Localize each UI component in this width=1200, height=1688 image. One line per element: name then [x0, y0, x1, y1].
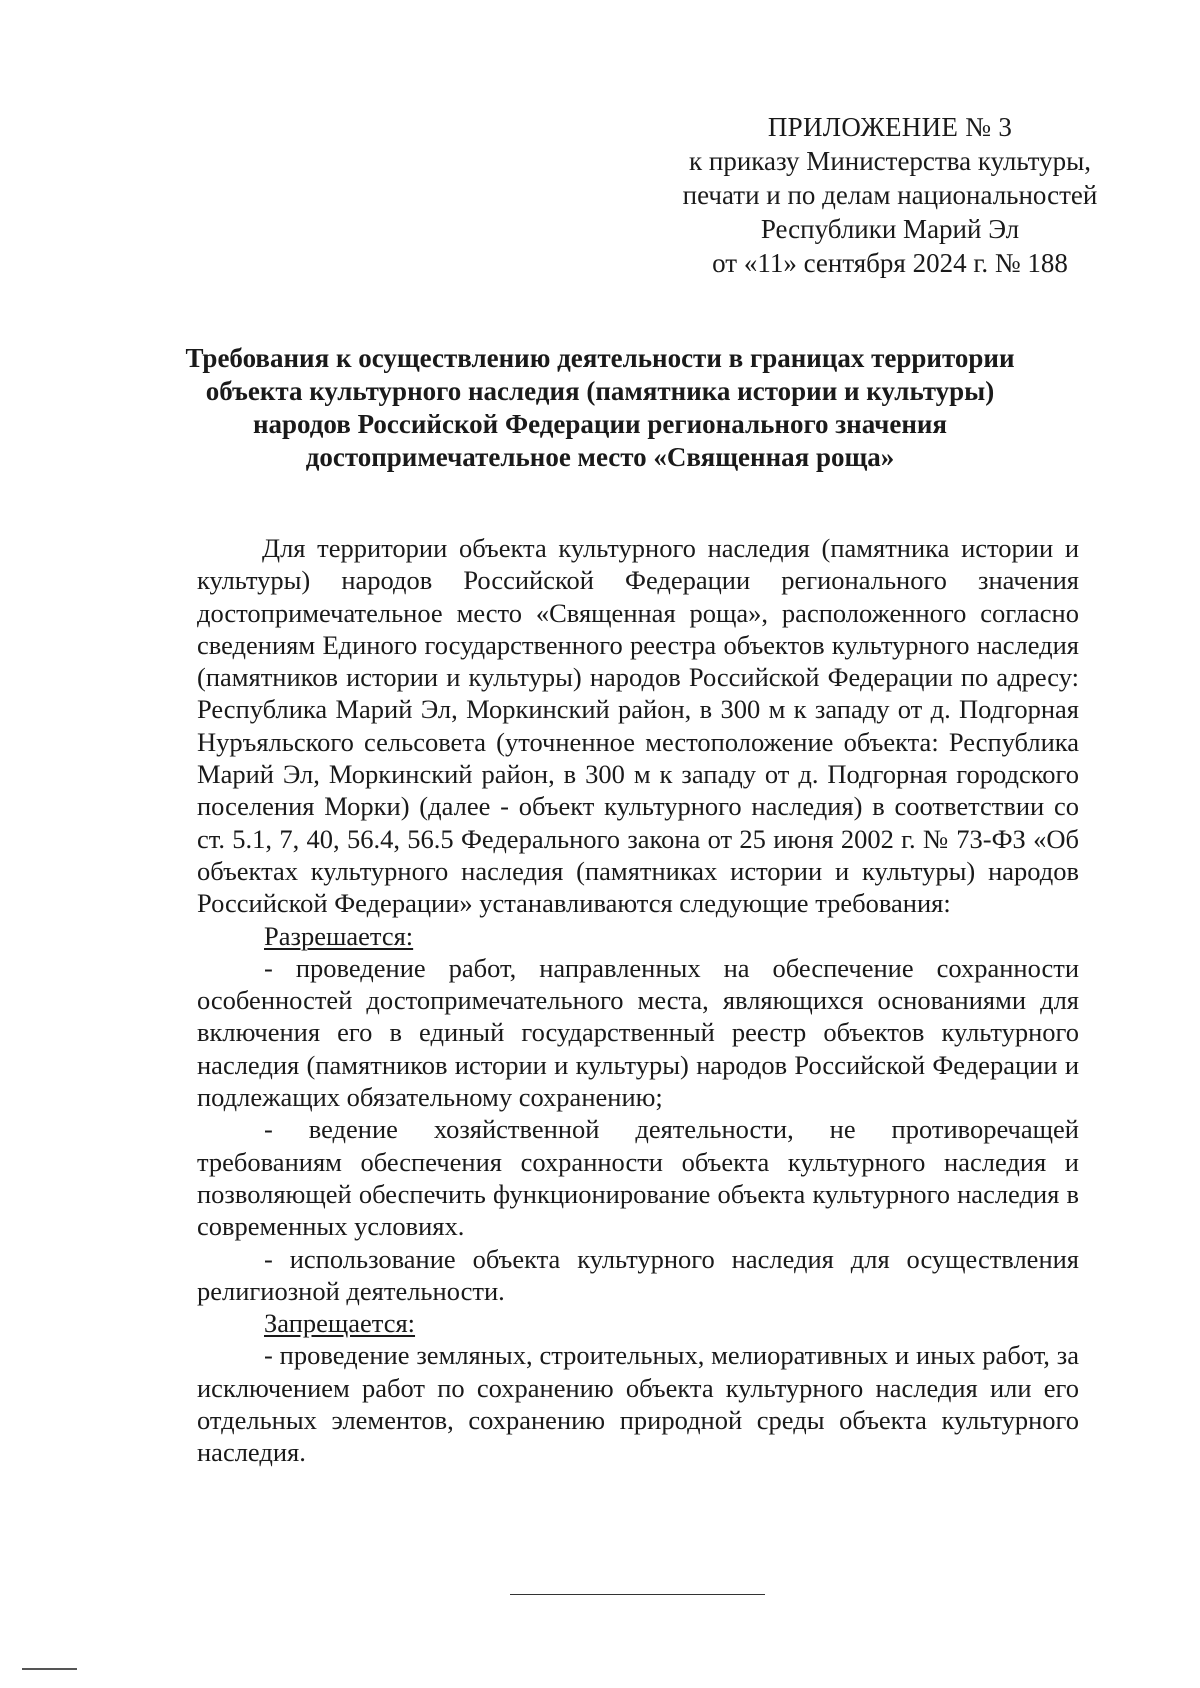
- document-body: [197, 532, 1079, 1469]
- allowed-item: - использование объекта культурного наследия для осуществления религиозной деятельности.: [197, 1243, 1079, 1306]
- title-line: объекта культурного наследия (памятника истории и культуры): [205, 376, 995, 406]
- title-line: народов Российской Федерации регионального значения: [252, 409, 948, 439]
- title-line: достопримечательное место «Священная роща»: [305, 442, 895, 472]
- appendix-order-date: от «11» сентября 2024 г. № 188: [712, 248, 1068, 278]
- intro-paragraph: Для территории объекта культурного наследия (памятника истории и культуры) народов Российской Федерации регионального значения достопримечательное место «Священная роща», расположенного согласно сведениям Единого государственного реестра объектов культурного наследия (памятников истории и культуры) народов Российской Федерации по адресу: Республика Марий Эл, Моркинский район, в 300 м к западу от д. Подгорная Нуръяльского сельсовета (уточненное местоположение объекта: Республика Марий Эл, Моркинский район, в 300 м к западу от д. Подгорная городского поселения Морки) (далее - объект культурного наследия) в соответствии со ст. 5.1, 7, 40, 56.4, 56.5 Федерального закона от 25 июня 2002 г. № 73-ФЗ «Об объектах культурного наследия (памятниках истории и культуры) народов Российской Федерации» устанавливаются следующие требования:: [197, 533, 1079, 919]
- appendix-line: Республики Марий Эл: [760, 214, 1020, 244]
- appendix-line: к приказу Министерства культуры,: [689, 146, 1091, 176]
- title-line: Требования к осуществлению деятельности в границах территории: [185, 343, 1015, 373]
- appendix-line: печати и по делам национальностей: [682, 180, 1098, 210]
- document-title: [150, 342, 1050, 474]
- allowed-item: - проведение работ, направленных на обеспечение сохранности особенностей достопримечательного места, являющихся основаниями для включения его в единый государственный реестр объектов культурного наследия (памятников истории и культуры) народов Российской Федерации и подлежащих обязательному сохранению;: [197, 952, 1079, 1113]
- forbidden-heading: Запрещается:: [264, 1308, 416, 1339]
- appendix-header: [660, 110, 1120, 280]
- forbidden-item: - проведение земляных, строительных, мелиоративных и иных работ, за исключением работ по сохранению объекта культурного наследия или его отдельных элементов, сохранению природной среды объекта культурного наследия.: [197, 1340, 1079, 1468]
- allowed-item: - ведение хозяйственной деятельности, не противоречащей требованиям обеспечения сохранности объекта культурного наследия и позволяющей обеспечить функционирование объекта культурного наследия в современных условиях.: [197, 1114, 1079, 1242]
- allowed-heading: Разрешается:: [264, 920, 414, 951]
- appendix-title: ПРИЛОЖЕНИЕ № 3: [767, 112, 1013, 142]
- end-separator-line: [510, 1594, 765, 1595]
- scan-corner-mark: [22, 1668, 77, 1670]
